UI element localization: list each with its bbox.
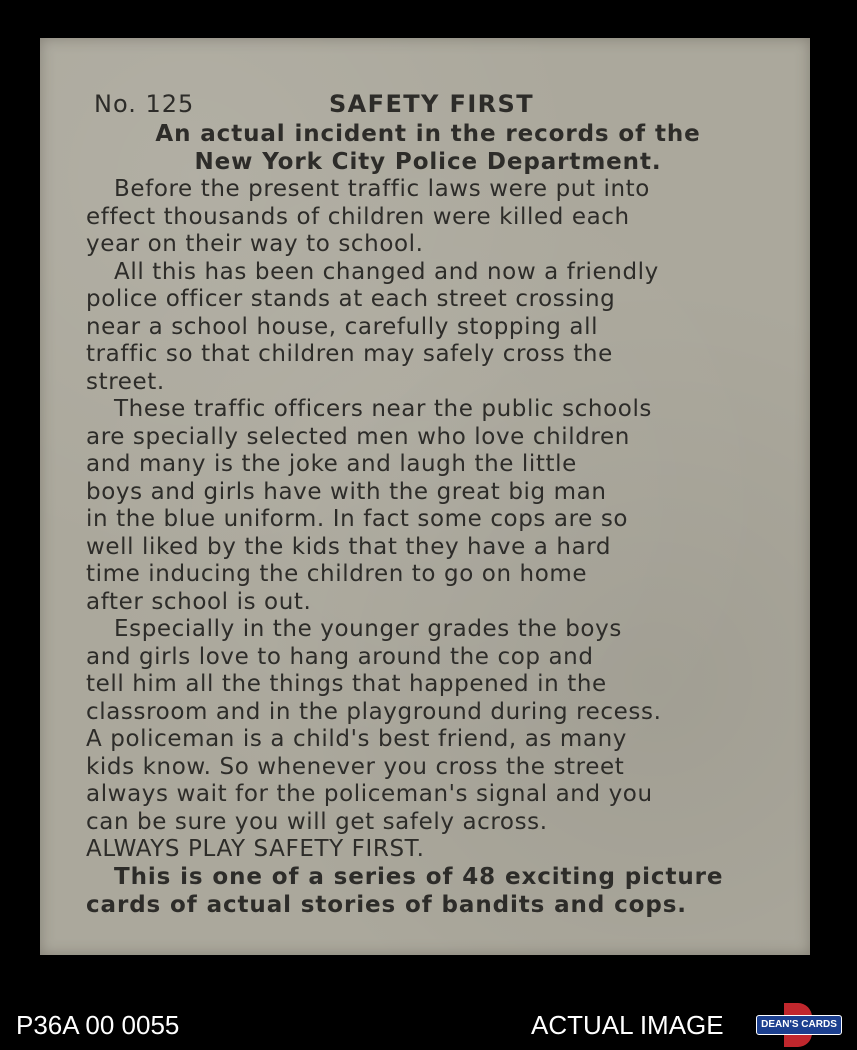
body-line: in the blue uniform. In fact some cops are so <box>86 506 629 532</box>
logo-text: DEAN'S CARDS <box>756 1015 842 1035</box>
body-line: are specially selected men who love children <box>86 424 630 450</box>
actual-image-label: ACTUAL IMAGE <box>531 1010 724 1040</box>
closing-line: This is one of a series of 48 exciting picture <box>114 864 724 890</box>
body-line: traffic so that children may safely cross the <box>86 341 613 367</box>
body-line: year on their way to school. <box>86 231 424 257</box>
body-line: kids know. So whenever you cross the street <box>86 754 625 780</box>
body-line: and girls love to hang around the cop and <box>86 644 594 670</box>
body-line: Before the present traffic laws were put into <box>114 176 650 202</box>
body-line: street. <box>86 369 165 395</box>
body-line: effect thousands of children were killed each <box>86 204 630 230</box>
body-line: always wait for the policeman's signal and you <box>86 781 653 807</box>
body-line: time inducing the children to go on home <box>86 561 588 587</box>
body-line: These traffic officers near the public schools <box>114 396 653 422</box>
body-line: classroom and in the playground during recess. <box>86 699 662 725</box>
deans-cards-logo <box>752 1003 844 1047</box>
body-line: police officer stands at each street crossing <box>86 286 616 312</box>
card-back <box>40 38 810 955</box>
body-line: after school is out. <box>86 589 312 615</box>
body-line: tell him all the things that happened in the <box>86 671 607 697</box>
body-line: All this has been changed and now a friendly <box>114 259 659 285</box>
body-line: A policeman is a child's best friend, as many <box>86 726 628 752</box>
closing-line: cards of actual stories of bandits and cops. <box>86 892 687 918</box>
body-line: Especially in the younger grades the boys <box>114 616 622 642</box>
card-title: SAFETY FIRST <box>329 90 535 118</box>
body-line: boys and girls have with the great big man <box>86 479 607 505</box>
body-line: and many is the joke and laugh the little <box>86 451 577 477</box>
card-number: No. 125 <box>94 90 195 118</box>
cert-code: P36A 00 0055 <box>16 1010 180 1040</box>
subtitle-line: An actual incident in the records of the <box>155 121 701 147</box>
card-header <box>94 90 754 120</box>
body-line: can be sure you will get safely across. <box>86 809 548 835</box>
subtitle-line: New York City Police Department. <box>194 149 662 175</box>
body-line: well liked by the kids that they have a hard <box>86 534 612 560</box>
body-line: ALWAYS PLAY SAFETY FIRST. <box>86 836 425 862</box>
body-line: near a school house, carefully stopping all <box>86 314 599 340</box>
